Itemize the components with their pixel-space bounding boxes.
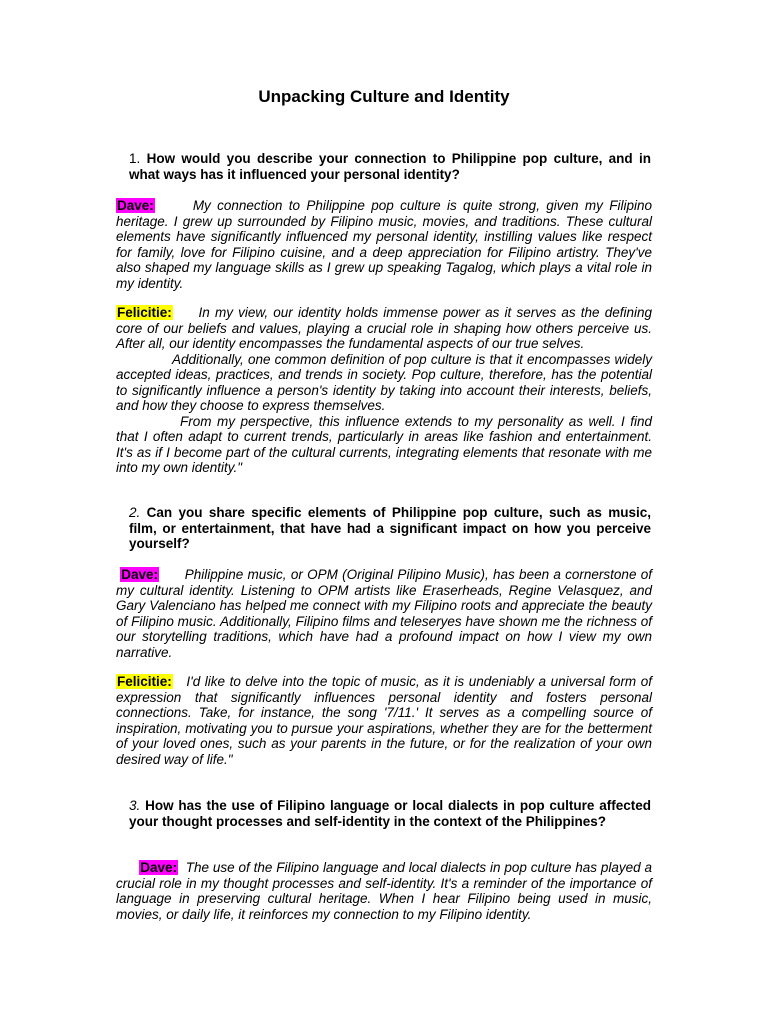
answer-text: Philippine music, or OPM (Original Pilipino Music), has been a cornerstone of my cultural identity. Listening to OPM artists like Eraserheads, Regine Velasquez, and Gary Valenciano has helped me connect with my Filipino roots and appreciate the beauty of Filipino music. Additionally, Filipino films and teleseryes have shown me the richness of our storytelling traditions, which have had a profound impact on how I view my own narrative. bbox=[116, 567, 652, 660]
answer-text: In my view, our identity holds immense power as it serves as the defining core of our beliefs and values, playing a crucial role in shaping how others perceive us. After all, our identity encompasses the fundamental aspects of our true selves. bbox=[116, 305, 652, 351]
speaker-label-felicitie: Felicitie: bbox=[117, 305, 172, 320]
answer-felicitie-2 bbox=[116, 674, 652, 767]
answer-text: Additionally, one common definition of pop culture is that it encompasses widely accepted ideas, practices, and trends in society. Pop culture, therefore, has the potential to significantly influence a person's identity by taking into account their interests, beliefs, and how they choose to express themselves. bbox=[116, 351, 652, 413]
question-number: 1. bbox=[129, 151, 141, 166]
question-text: How would you describe your connection to Philippine pop culture, and in what ways has it influenced your personal identity? bbox=[129, 151, 651, 182]
speaker-label-felicitie: Felicitie: bbox=[117, 674, 172, 689]
answer-text: I'd like to delve into the topic of music, as it is undeniably a universal form of expression that significantly influences personal identity and fosters personal connections. Take, for instance, the song '7/11.' It serves as a compelling source of inspiration, motivating you to pursue your aspirations, whether they are for the betterment of your loved ones, such as your parents in the future, or for the realization of your own desired way of life." bbox=[116, 674, 652, 767]
question-number: 3. bbox=[129, 798, 141, 813]
question-1 bbox=[129, 151, 651, 182]
question-text: How has the use of Filipino language or local dialects in pop culture affected your thought processes and self-identity in the context of the Philippines? bbox=[129, 798, 651, 829]
document-title: Unpacking Culture and Identity bbox=[258, 87, 510, 106]
speaker-label-dave: Dave: bbox=[140, 860, 178, 875]
speaker-label-dave: Dave: bbox=[117, 198, 154, 213]
answer-text: My connection to Philippine pop culture is quite strong, given my Filipino heritage. I grew up surrounded by Filipino music, movies, and traditions. These cultural elements have significantly influenced my personal identity, instilling values like respect for family, love for Filipino cuisine, and a deep appreciation for Filipino artistry. They've also shaped my language skills as I grew up speaking Tagalog, which plays a vital role in my identity. bbox=[116, 198, 652, 291]
answer-felicitie-1 bbox=[116, 305, 652, 476]
question-text: Can you share specific elements of Philippine pop culture, such as music, film, or entertainment, that have had a significant impact on how you perceive yourself? bbox=[129, 505, 651, 551]
answer-dave-1 bbox=[116, 198, 652, 291]
answer-dave-3 bbox=[116, 860, 652, 922]
speaker-label-dave: Dave: bbox=[121, 567, 159, 582]
answer-text: From my perspective, this influence extends to my personality as well. I find that I often adapt to current trends, particularly in areas like fashion and entertainment. It's as if I become part of the cultural currents, integrating elements that resonate with me into my own identity." bbox=[116, 413, 652, 475]
question-number: 2. bbox=[129, 505, 141, 520]
question-3 bbox=[129, 798, 651, 829]
answer-dave-2 bbox=[116, 567, 652, 660]
question-2 bbox=[129, 505, 651, 552]
answer-text: The use of the Filipino language and local dialects in pop culture has played a crucial role in my thought processes and self-identity. It's a reminder of the importance of language in preserving cultural heritage. When I hear Filipino being used in music, movies, or daily life, it reinforces my connection to my Filipino identity. bbox=[116, 860, 652, 922]
